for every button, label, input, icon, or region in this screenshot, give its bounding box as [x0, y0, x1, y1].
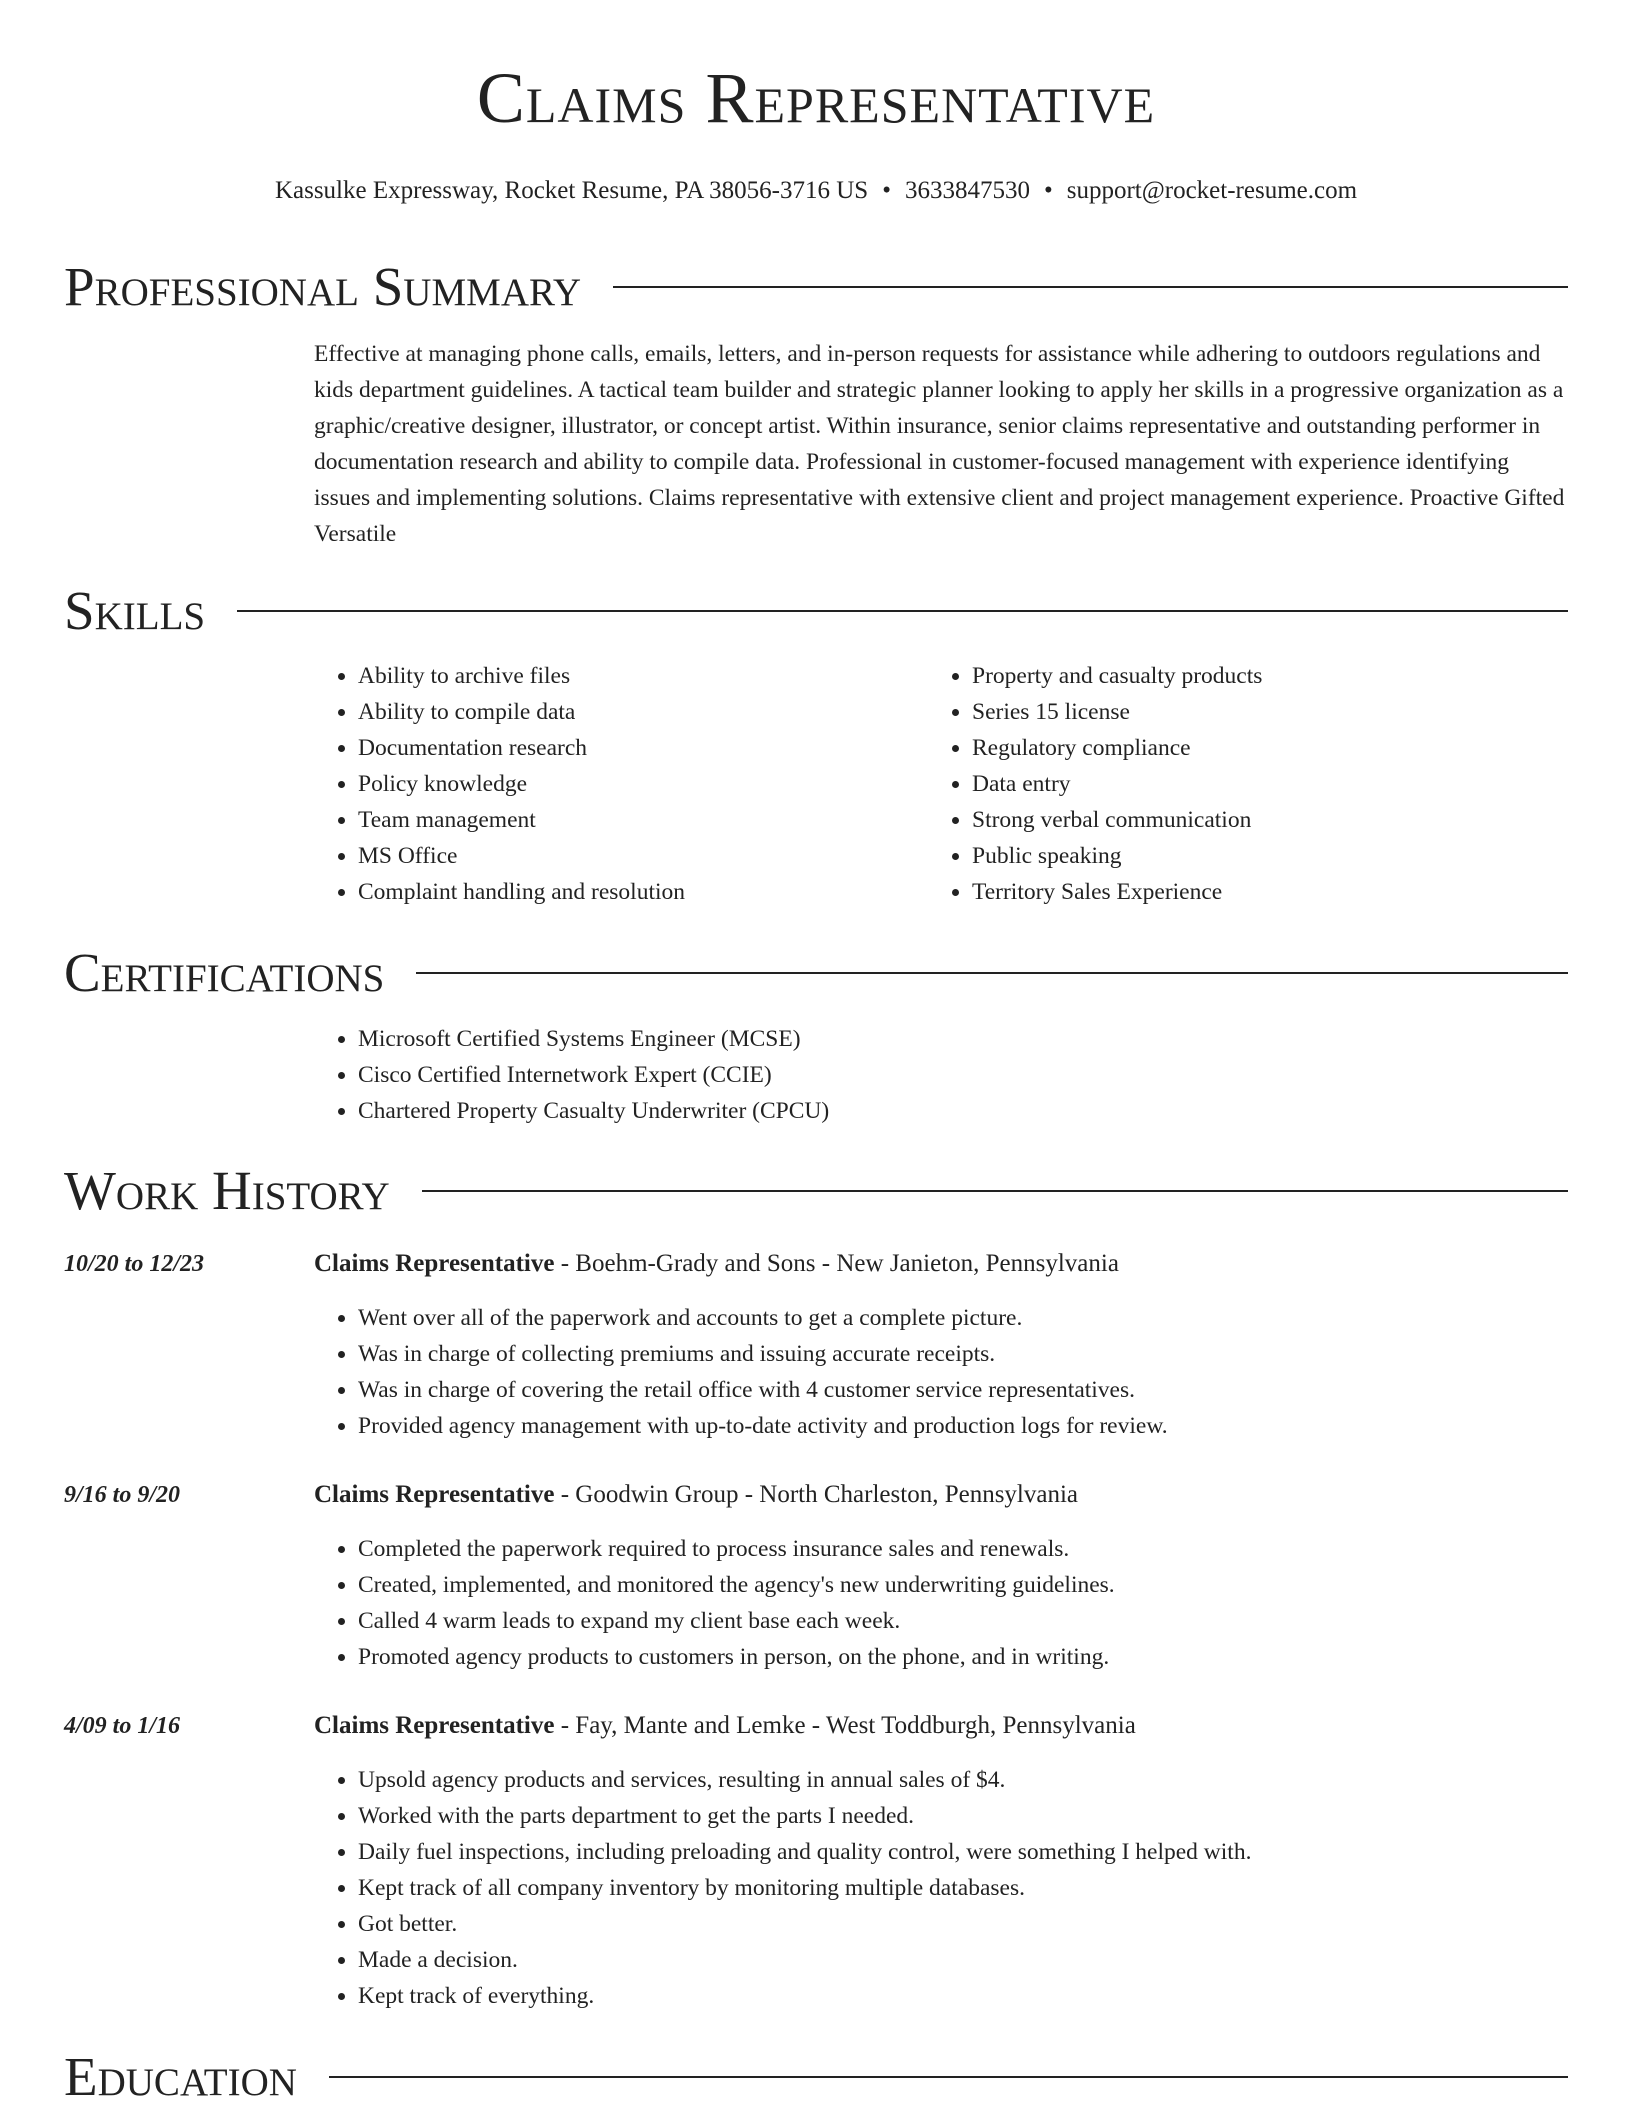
contact-separator: •	[1043, 177, 1053, 204]
section-divider	[422, 1190, 1568, 1192]
job-dates: 4/09 to 1/16	[64, 1713, 181, 1739]
job-bullets	[314, 1762, 1568, 2014]
section-title-certifications: Certifications	[64, 941, 385, 1003]
job-company: - Boehm-Grady and Sons - New Janieton, Pennsylvania	[554, 1250, 1119, 1277]
skill-item: • Strong verbal communication	[972, 802, 1528, 838]
skill-item: • Property and casualty products	[972, 658, 1528, 694]
job-title: Claims Representative	[314, 1481, 555, 1508]
section-divider	[329, 2076, 1568, 2078]
section-divider	[416, 972, 1568, 974]
skill-item: • Public speaking	[972, 838, 1528, 874]
certification-item: • Cisco Certified Internetwork Expert (CCIE)	[358, 1057, 1568, 1093]
section-divider	[237, 610, 1568, 612]
skills-column-left	[314, 658, 914, 910]
job-dates: 9/16 to 9/20	[64, 1482, 181, 1508]
skill-item: • Documentation research	[358, 730, 914, 766]
education-section-header	[64, 2046, 1568, 2106]
job-bullet: • Promoted agency products to customers in person, on the phone, and in writing.	[358, 1639, 1568, 1675]
job-bullet: • Created, implemented, and monitored the agency's new underwriting guidelines.	[358, 1567, 1568, 1603]
job-dates: 10/20 to 12/23	[64, 1251, 205, 1277]
job-bullet: • Went over all of the paperwork and accounts to get a complete picture.	[358, 1300, 1568, 1336]
job-bullets	[314, 1300, 1568, 1444]
job-bullets-block	[314, 1762, 1568, 2014]
job-bullet: • Was in charge of covering the retail office with 4 customer service representatives.	[358, 1372, 1568, 1408]
job-bullet: • Upsold agency products and services, resulting in annual sales of $4.	[358, 1762, 1568, 1798]
job-title-line	[314, 1708, 1136, 1744]
work-section-header	[64, 1160, 1568, 1220]
job-bullet: • Daily fuel inspections, including preloading and quality control, were something I helped with.	[358, 1834, 1568, 1870]
job-bullet: • Got better.	[358, 1906, 1568, 1942]
skill-item: • Series 15 license	[972, 694, 1528, 730]
job-bullet: • Completed the paperwork required to process insurance sales and renewals.	[358, 1531, 1568, 1567]
skill-item: • Ability to compile data	[358, 694, 914, 730]
job-title: Claims Representative	[314, 1712, 555, 1739]
section-title-skills: Skills	[64, 579, 206, 641]
skills-section-header	[64, 580, 1568, 640]
contact-line	[0, 176, 1632, 206]
job-bullets-block	[314, 1531, 1568, 1675]
job-bullet: • Kept track of everything.	[358, 1978, 1568, 2014]
job-title: Claims Representative	[314, 1250, 555, 1277]
job-title-line	[314, 1246, 1119, 1282]
certifications-section-header	[64, 942, 1568, 1002]
skill-item: • Territory Sales Experience	[972, 874, 1528, 910]
skill-item: • Data entry	[972, 766, 1528, 802]
job-bullet: • Provided agency management with up-to-date activity and production logs for review.	[358, 1408, 1568, 1444]
candidate-name: Claims Representative	[476, 58, 1156, 138]
skill-item: • Ability to archive files	[358, 658, 914, 694]
skill-item: • Complaint handling and resolution	[358, 874, 914, 910]
certifications-block	[314, 1021, 1568, 1129]
skill-item: • Policy knowledge	[358, 766, 914, 802]
section-title-education: Education	[64, 2045, 297, 2107]
contact-phone: 3633847530	[904, 177, 1030, 204]
skills-list-right	[928, 658, 1528, 910]
contact-separator: •	[882, 177, 891, 204]
skill-item: • Regulatory compliance	[972, 730, 1528, 766]
job-company: - Fay, Mante and Lemke - West Toddburgh, Pennsylvania	[554, 1712, 1136, 1739]
job-bullet: • Kept track of all company inventory by monitoring multiple databases.	[358, 1870, 1568, 1906]
section-title-summary: Professional Summary	[64, 255, 582, 317]
skills-column-right	[928, 658, 1528, 910]
skill-item: • MS Office	[358, 838, 914, 874]
contact-email[interactable]: support@rocket-resume.com	[1066, 177, 1358, 204]
skills-list-left	[314, 658, 914, 910]
job-bullet: • Was in charge of collecting premiums and issuing accurate receipts.	[358, 1336, 1568, 1372]
job-title-line	[314, 1477, 1078, 1513]
contact-address: Kassulke Expressway, Rocket Resume, PA 38056-3716 US	[274, 177, 869, 204]
job-bullet: • Made a decision.	[358, 1942, 1568, 1978]
job-bullet: • Worked with the parts department to get the parts I needed.	[358, 1798, 1568, 1834]
job-bullets	[314, 1531, 1568, 1675]
summary-section-header	[64, 256, 1568, 316]
job-bullet: • Called 4 warm leads to expand my client base each week.	[358, 1603, 1568, 1639]
section-title-work: Work History	[64, 1159, 390, 1221]
certifications-list	[314, 1021, 1568, 1129]
certification-item: • Microsoft Certified Systems Engineer (MCSE)	[358, 1021, 1568, 1057]
section-divider	[613, 286, 1568, 288]
job-company: - Goodwin Group - North Charleston, Pennsylvania	[554, 1481, 1079, 1508]
summary-text: Effective at managing phone calls, emails, letters, and in-person requests for assistance while adhering to outdoors regulations and kids department guidelines. A tactical team builder and strategic planner looking to apply her skills in a progressive organization as a graphic/creative designer, illustrator, or concept artist. Within insurance, senior claims representative and outstanding performer in documentation research and ability to compile data. Professional in customer-focused management with experience identifying issues and implementing solutions. Claims representative with extensive client and project management experience. Proactive Gifted Versatile	[314, 341, 1565, 547]
skill-item: • Team management	[358, 802, 914, 838]
certification-item: • Chartered Property Casualty Underwriter (CPCU)	[358, 1093, 1568, 1129]
job-bullets-block	[314, 1300, 1568, 1444]
